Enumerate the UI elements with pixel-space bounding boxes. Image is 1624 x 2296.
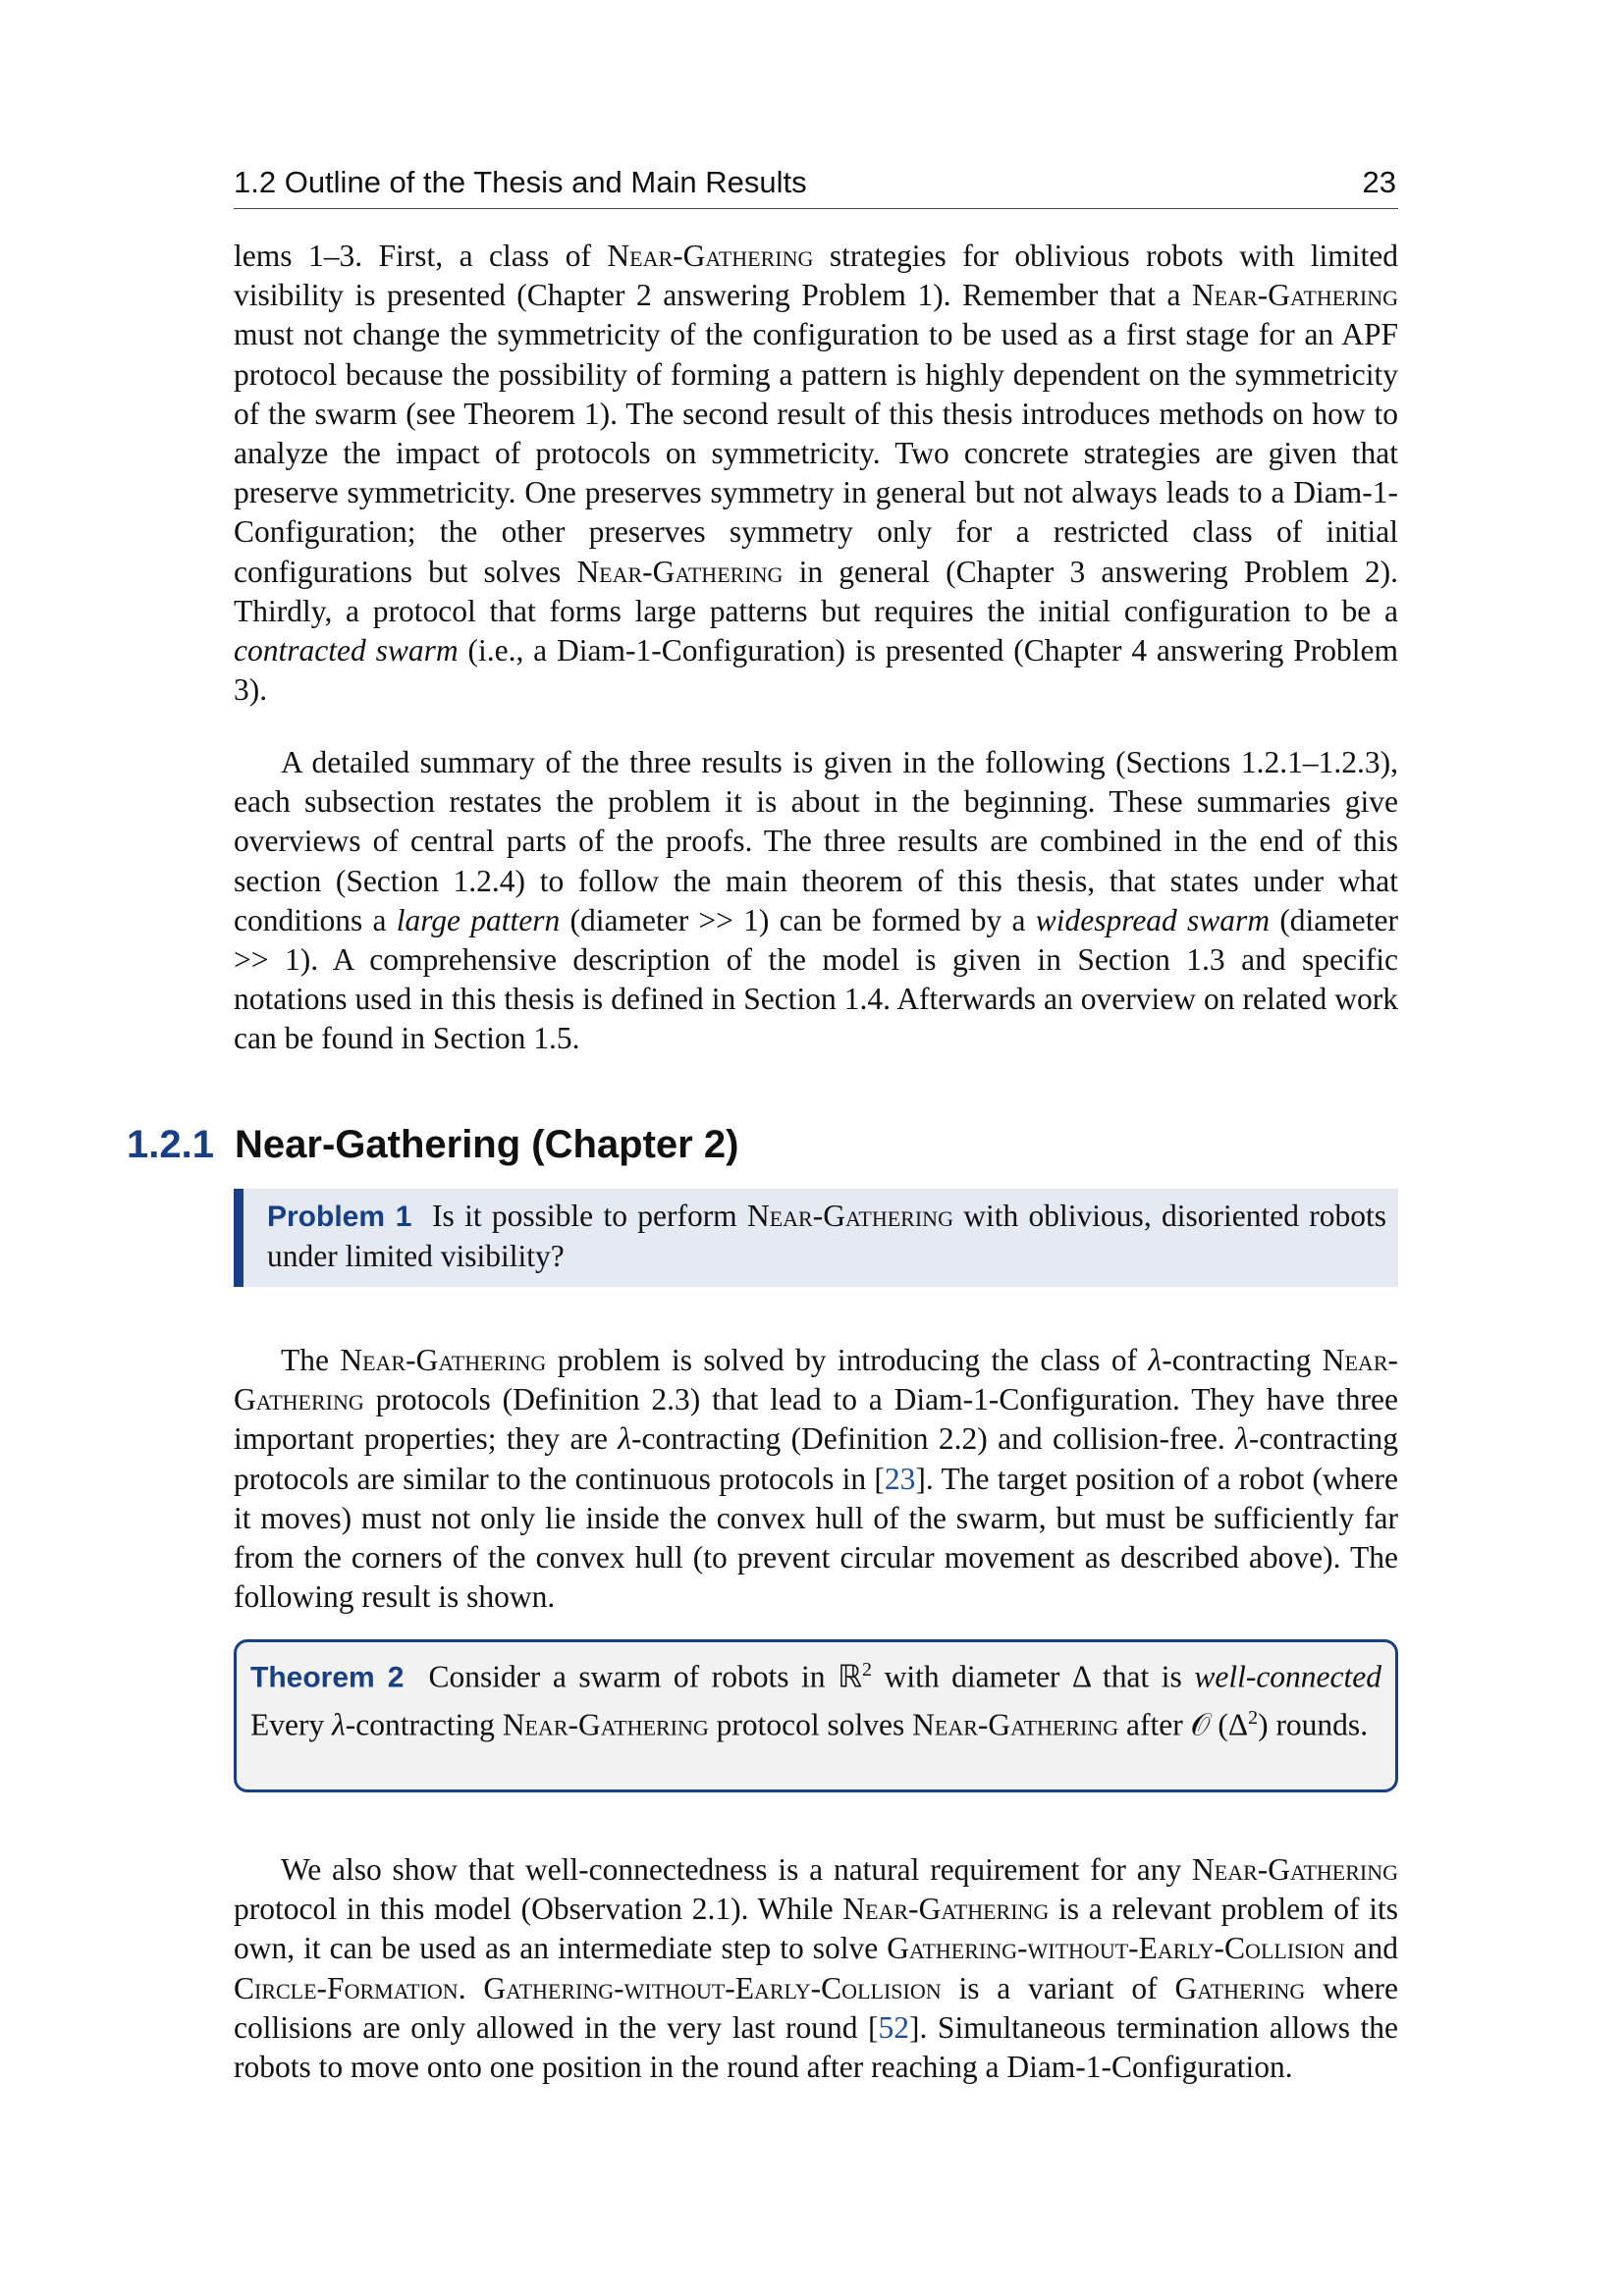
running-head-title: 1.2 Outline of the Thesis and Main Results	[234, 165, 807, 199]
text-run: The	[281, 1343, 341, 1377]
text-run: (diameter >> 1). A comprehensive description of the model is given in Section 1.3 and specific notations used in this thesis is defined in Section 1.4. Afterwards an overview on related work can be found in Section 1.5.	[234, 902, 1398, 1056]
emphasis-large-pattern: large pattern	[396, 902, 561, 937]
problem-statement	[267, 1197, 1386, 1276]
term-near-gathering: Near-Gathering	[340, 1343, 547, 1377]
paragraph-contracting	[234, 1341, 1398, 1617]
term-near-gathering: Near-Gathering	[234, 1343, 1398, 1417]
text-run: with oblivious, disoriented robots under limited visibility?	[267, 1199, 1386, 1273]
section-title: Near-Gathering (Chapter 2)	[235, 1123, 739, 1166]
big-o-symbol: 𝒪	[1190, 1707, 1211, 1741]
text-run: .	[458, 1970, 484, 2005]
text-run: (diameter >> 1) can be formed by a	[560, 902, 1036, 937]
text-run: -contracting (Definition 2.2) and collision-free.	[631, 1421, 1236, 1457]
term-circle-formation: Circle-Formation	[234, 1970, 459, 2005]
term-gathering-without-early-collision: Gathering-without-Early-Collision	[887, 1931, 1345, 1966]
reals-symbol: ℝ	[838, 1659, 863, 1694]
lambda-symbol: λ	[618, 1421, 632, 1457]
term-gathering-without-early-collision: Gathering-without-Early-Collision	[483, 1970, 942, 2005]
text-run: strategies for oblivious robots with limited visibility is presented (Chapter 2 answering Problem 1). Remember that a	[234, 239, 1398, 313]
text-run: We also show that well-connectedness is a natural requirement for any	[281, 1852, 1193, 1887]
lambda-symbol: λ	[332, 1707, 346, 1741]
term-near-gathering: Near-Gathering	[1192, 1852, 1398, 1887]
term-near-gathering: Near-Gathering	[842, 1892, 1050, 1927]
text-run: is a variant of	[941, 1970, 1175, 2005]
running-head	[234, 163, 1398, 209]
text-run: where collisions are only allowed in the very last round [	[234, 1970, 1399, 2045]
text-run: protocols (Definition 2.3) that lead to a Diam-1-Configuration. They have three important properties; they are	[234, 1382, 1398, 1457]
superscript: 2	[862, 1659, 873, 1681]
problem-box	[234, 1189, 1398, 1287]
text-run: -contracting	[345, 1707, 503, 1741]
text-run: is a relevant problem of its own, it can be used as an intermediate step to solve	[234, 1892, 1399, 1966]
text-run: with diameter Δ that is	[872, 1659, 1195, 1694]
text-run: Consider a swarm of robots in	[428, 1659, 839, 1694]
text-run: in general (Chapter 3 answering Problem 2). Thirdly, a protocol that forms large patterns but requires the initial configuration to be a	[234, 554, 1398, 628]
paragraph-overview	[234, 237, 1398, 710]
text-run: (i.e., a Diam-1-Configuration) is presented (Chapter 4 answering Problem 3).	[234, 633, 1399, 708]
text-run: (Δ	[1210, 1707, 1249, 1741]
text-run: Every	[250, 1707, 333, 1741]
text-run: A detailed summary of the three results is given in the following (Sections 1.2.1–1.2.3), each subsection restates the problem it is about in the beginning. These summaries give overviews of central parts of the proofs. The three results are combined in the end of this section (Section 1.2.4) to follow the main theorem of this thesis, that states under what conditions a	[234, 745, 1398, 937]
paragraph-well-connectedness	[234, 1850, 1398, 2087]
emphasis-contracted-swarm: contracted swarm	[234, 633, 459, 668]
lambda-symbol: λ	[1148, 1343, 1163, 1377]
theorem-statement	[250, 1650, 1381, 1744]
text-run: -contracting protocols are similar to the continuous protocols in [	[234, 1421, 1399, 1496]
text-run: and	[1344, 1931, 1398, 1966]
term-near-gathering: Near-Gathering	[576, 554, 784, 589]
text-run: -contracting	[1162, 1343, 1323, 1377]
lambda-symbol: λ	[1235, 1421, 1249, 1457]
text-run: ]. The target position of a robot (where it moves) must not only lie inside the convex hull of the swarm, but must be sufficiently far from the corners of the convex hull (to prevent circular movement as described above). The following result is shown.	[234, 1461, 1398, 1615]
paragraph-summary	[234, 743, 1398, 1059]
term-near-gathering: Near-Gathering	[1192, 278, 1398, 313]
theorem-label: Theorem 2	[250, 1661, 405, 1694]
text-run: protocol solves	[708, 1707, 913, 1741]
text-run: problem is solved by introducing the class of	[546, 1343, 1149, 1377]
text-run: protocol in this model (Observation 2.1). While	[234, 1892, 843, 1927]
page-number: 23	[1362, 165, 1396, 199]
emphasis-widespread-swarm: widespread swarm	[1035, 902, 1271, 937]
citation-link[interactable]: 23	[884, 1461, 916, 1496]
term-near-gathering: Near-Gathering	[607, 239, 814, 273]
text-run: after	[1118, 1707, 1191, 1741]
term-near-gathering: Near-Gathering	[746, 1199, 953, 1233]
citation-link[interactable]: 52	[878, 2009, 910, 2045]
emphasis-well-connected: well-connected	[1194, 1659, 1382, 1694]
text-run: ]. Simultaneous termination allows the robots to move onto one position in the round after reaching a Diam-1-Configuration.	[234, 2009, 1398, 2085]
text-run: ) rounds.	[1258, 1707, 1369, 1741]
term-gathering: Gathering	[1174, 1970, 1306, 2005]
text-run: Is it possible to perform	[432, 1199, 747, 1233]
term-near-gathering: Near-Gathering	[502, 1707, 709, 1741]
superscript: 2	[1248, 1706, 1259, 1729]
section-number: 1.2.1	[127, 1123, 214, 1166]
section-heading	[127, 1123, 738, 1172]
text-run: lems 1–3. First, a class of	[234, 239, 608, 273]
problem-label: Problem 1	[267, 1201, 412, 1233]
term-near-gathering: Near-Gathering	[912, 1707, 1119, 1741]
theorem-box	[234, 1639, 1398, 1792]
text-run: must not change the symmetricity of the configuration to be used as a first stage for an APF protocol because the possibility of forming a pattern is highly dependent on the symmetricity of the swarm (see Theorem 1). The second result of this thesis introduces methods on how to analyze the impact of protocols on symmetricity. Two concrete strategies are given that preserve symmetricity. One preserves symmetry in general but not always leads to a Diam-1-Configuration; the other preserves symmetry only for a restricted class of initial configurations but solves	[234, 317, 1398, 589]
